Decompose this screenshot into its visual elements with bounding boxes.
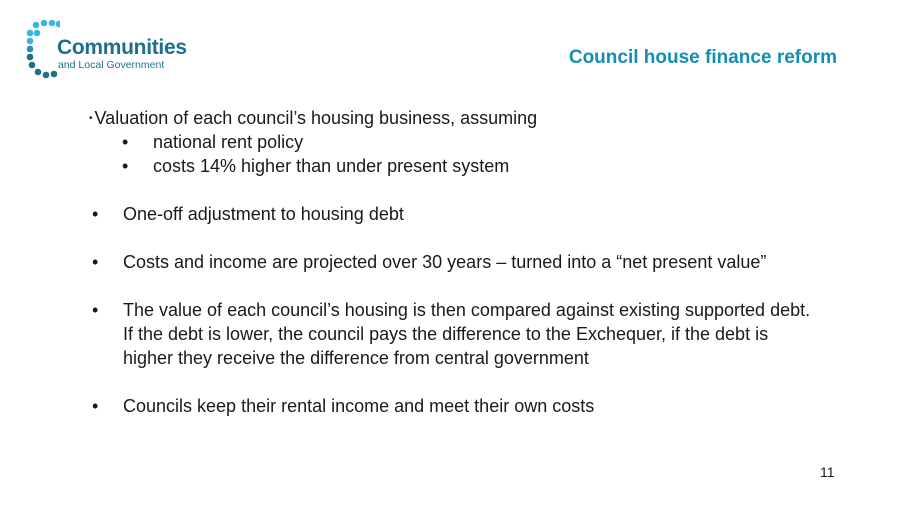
bullet-text: Councils keep their rental income and meet their own costs: [123, 396, 595, 416]
lead-bullet: [89, 106, 537, 131]
bullet-icon: •: [92, 300, 99, 320]
bullet-text: The value of each council’s housing is then compared against existing supported debt. If the debt is lower, the council pays the difference to the Exchequer, if the debt is higher they receive the difference from central government: [123, 300, 811, 368]
bullet-item: [92, 250, 852, 274]
bullet-icon: •: [89, 113, 93, 124]
bullet-icon: •: [92, 252, 99, 272]
bullet-item: [92, 298, 822, 370]
bullet-text: Costs and income are projected over 30 years – turned into a “net present value”: [123, 252, 767, 272]
bullet-icon: •: [92, 396, 99, 416]
page-number: 11: [820, 464, 835, 480]
communities-logo: [26, 19, 196, 81]
lead-bullet-text: Valuation of each council’s housing business, assuming: [94, 108, 538, 128]
bullet-text: One-off adjustment to housing debt: [123, 204, 404, 224]
sub-bullet: [122, 130, 509, 154]
slide-title: Council house finance reform: [568, 47, 837, 68]
sub-bullet: [122, 154, 509, 178]
logo-dots-icon: [26, 19, 60, 81]
bullet-icon: •: [122, 156, 129, 176]
logo-name: Communities: [57, 36, 187, 59]
bullet-item: [92, 202, 852, 226]
bullet-icon: •: [92, 204, 99, 224]
sub-bullet-text: costs 14% higher than under present system: [153, 156, 510, 176]
sub-bullet-text: national rent policy: [153, 132, 304, 152]
logo-subtitle: and Local Government: [58, 59, 165, 71]
bullet-icon: •: [122, 132, 129, 152]
sub-bullet-list: [122, 130, 509, 178]
bullet-item: [92, 394, 852, 418]
